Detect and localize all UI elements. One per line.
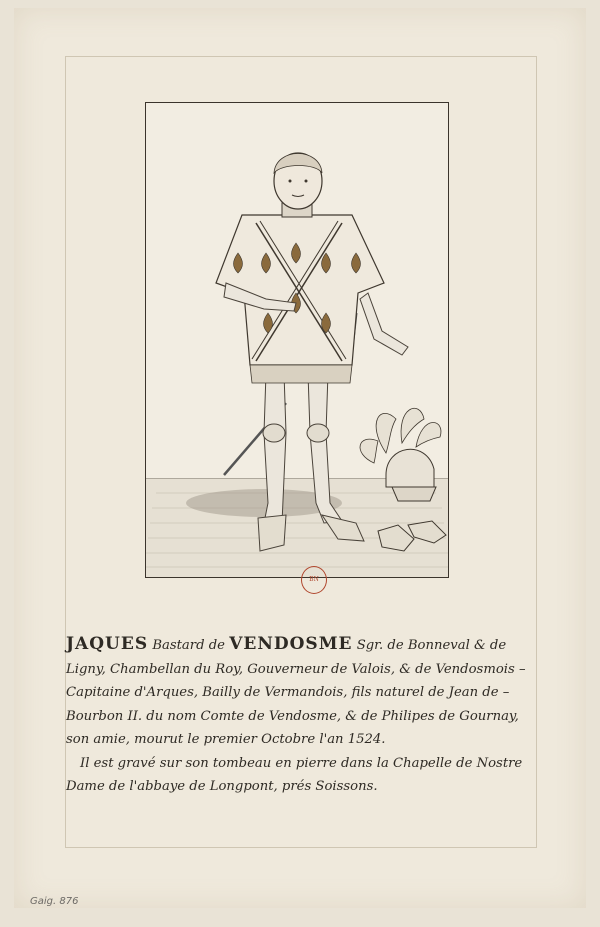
- caption-name-first: JAQUES: [66, 634, 149, 654]
- caption-line-4: Bourbon II. du nom Comte de Vendosme, & de Philipes de Gournay,: [66, 708, 519, 724]
- caption-line-1: [66, 633, 538, 658]
- caption-line-2: Ligny, Chambellan du Roy, Gouverneur de Valois, & de Vendosmois –: [66, 661, 526, 677]
- caption-line-6: Il est gravé sur son tombeau en pierre dans la Chapelle de Nostre: [80, 755, 523, 771]
- knight-illustration: [146, 103, 448, 577]
- caption-name-house: VENDOSME: [229, 634, 353, 654]
- caption-line1-rest: Sgr. de Bonneval & de: [356, 638, 507, 653]
- portrait-frame: [145, 102, 449, 578]
- caption-line-3: Capitaine d'Arques, Bailly de Vermandois, fils naturel de Jean de –: [66, 685, 510, 700]
- caption-title-mid: Bastard de: [152, 638, 225, 653]
- library-stamp: BN: [301, 566, 327, 594]
- caption-line-5: son amie, mourut le premier Octobre l'an 1524.: [66, 732, 386, 747]
- shelfmark-note: Gaig. 876: [30, 896, 79, 907]
- caption-line-7: Dame de l'abbaye de Longpont, prés Soissons.: [66, 779, 378, 794]
- caption-text: [66, 633, 538, 799]
